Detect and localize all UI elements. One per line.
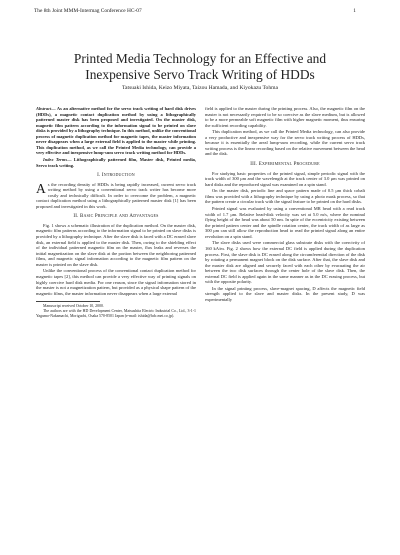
page-number: 1: [353, 8, 356, 14]
intro-text: s the recording density of HDDs is being rapidly increased, current servo track writing method by using a conventional servo track writer has become more costly and technically difficult. In order to overcome the problem, a magnetic contact duplication method using a lithographically patterned master disk [1] has been proposed and investigated in this work.: [36, 181, 196, 209]
footnote: [36, 301, 196, 318]
page-header: [34, 8, 356, 18]
section-heading-experimental: III. Experimental Procedure: [250, 162, 320, 168]
section-heading-introduction: I. Introduction: [97, 173, 135, 179]
experimental-paragraph-1: For studying basic properties of the printed signal, simple periodic signal with the track width of 300 μm and the wavelength at the track center of 3.0 μm was printed on hard disks and the reproduced signal was examined on a spin stand.: [205, 170, 365, 187]
author-list: Tatsuaki Ishida, Keizo Miyata, Taizou Hamada, and Kiyokazu Tohma: [122, 85, 278, 91]
title-line-2: Inexpensive Servo Track Writing of HDDs: [85, 66, 315, 82]
abstract-text: — As an alternative method for the servo track writing of hard disk drives (HDDs), a magnetic contact duplication method by using a lithographically patterned master disk has been proposed and investigated. On the master disk, magnetic film pattern according to the information signal to be printed on slave disks is provided by a lithography technique. In this method, unlike the conventional process of magnetic duplication method for magnetic tapes, the master information never disappears when a large external field is applied to the master while printing. This duplication method, as we call the Printed Media technology, can provide a very effective and inexpensive lump-sum servo track writing method for HDDs.: [36, 106, 196, 156]
abstract-label: Abstract: [36, 106, 52, 111]
index-terms-label: Index Terms: [43, 157, 68, 163]
intro-paragraph: [36, 182, 196, 210]
index-terms-text: — Lithographically patterned film, Master disk, Printed media, Servo track writing.: [36, 157, 197, 168]
abstract: [36, 106, 196, 156]
title-line-1: Printed Media Technology for an Effective and: [73, 51, 327, 66]
principle-paragraph-2: Unlike the conventional process of the conventional contact duplication method for magnetic tapes [2], this method can provide a very effective way of printing signals on highly coercive hard disk media. For one reason, since the signal information stored in the master is not a magnetization pattern, but provided as a physical shape pattern of the magnetic films, the master information never disappears when a large external: [36, 268, 196, 296]
section-heading-principle: II. Basic Principle and Advantages: [73, 214, 159, 220]
paper-title: [34, 51, 366, 82]
drop-cap: A: [36, 180, 46, 196]
principle-paragraph-1: Fig. 1 shows a schematic illustration of the duplication method. On the master disk, magnetic film patterns according to the information signal to be printed on slave disks is provided by a lithography technique. After the slave disk is faced with a DC erased slave disk, an external field is applied to the master disk. Then, owing to the shielding effect of the individual patterned magnetic film on the master, flux leaks and reverses the initial magnetization on the slave disk at the portion between the neighboring patterned films, and magnetic signal information according to the magnetic film pattern on the master is printed on the slave disk.: [36, 222, 196, 267]
principle-continued: field is applied to the master during the printing process. Also, the magnetic film on the master is not necessarily required to be so coercive as the slave medium, but is allowed to be a more permeable soft magnetic film with higher magnetic moment, thus ensuring the sufficient recording capability.: [205, 106, 365, 128]
left-column: [36, 106, 196, 318]
conference-name: The 8th Joint MMM-Intermag Conference HC-07: [34, 8, 142, 14]
experimental-paragraph-5: In the signal printing process, slave-magnet spacing, D affects the magnetic field strength applied to the slave and master disks. In the present study, D was experimentally: [205, 285, 365, 302]
right-column: [205, 106, 365, 304]
experimental-paragraph-3: Printed signal was evaluated by using a conventional MR head with a read track width of 1.7 μm. Relative head-disk velocity was set at 5.0 m/s, where the nominal flying height of the head was about 50 nm. In spite of the eccentricity existing between the printed pattern center and the spindle rotation center, the track width of as large as 300 μm can still allow the reproduction head to read the printed signal along an entire revolution on a spin stand.: [205, 206, 365, 239]
principle-paragraph-3: This duplication method, as we call the Printed Media technology, can also provide a very productive and inexpensive way for the servo track writing process of HDDs, because it is essentially the areal lump-sum recording, while the current servo track writing process is the linear recording based on the relative movement between the head and the disk.: [205, 129, 365, 157]
experimental-paragraph-2: On the master disk, periodic line and space pattern made of 0.5 μm thick cobalt films was provided with a lithography technique by using a photo mask process, so that the pattern create a circular track with the signal feature to be printed on the hard disks.: [205, 188, 365, 205]
footnote-received: Manuscript received October 10, 2000.: [43, 304, 104, 309]
footnote-affiliation: The authors are with the HD Development Center, Matsushita Electric Industrial Co., Ltd., 3-1-1 Yagumo-Nakamachi, Moriguchi, Osaka 570-8501 Japan (e-mail: ishida@hdc.mei.co.jp).: [36, 308, 196, 318]
index-terms: [36, 157, 196, 168]
experimental-paragraph-4: The slave disks used were commercial glass substrate disks with the coercivity of 160 kA/m. Fig. 2 shows how the external DC field is applied during the duplication process. First, the slave disk is DC erased along the circumferential direction of the disk by rotating a permanent magnet block on the disk surface. After that, the slave disk and the master disk are aligned and securely faced with each other by evacuating the air between the two disk surfaces through the center hole of the slave disk. Then, the external DC field is applied again in the same manner as in the DC erasing process, but with the opposite polarity.: [205, 240, 365, 285]
